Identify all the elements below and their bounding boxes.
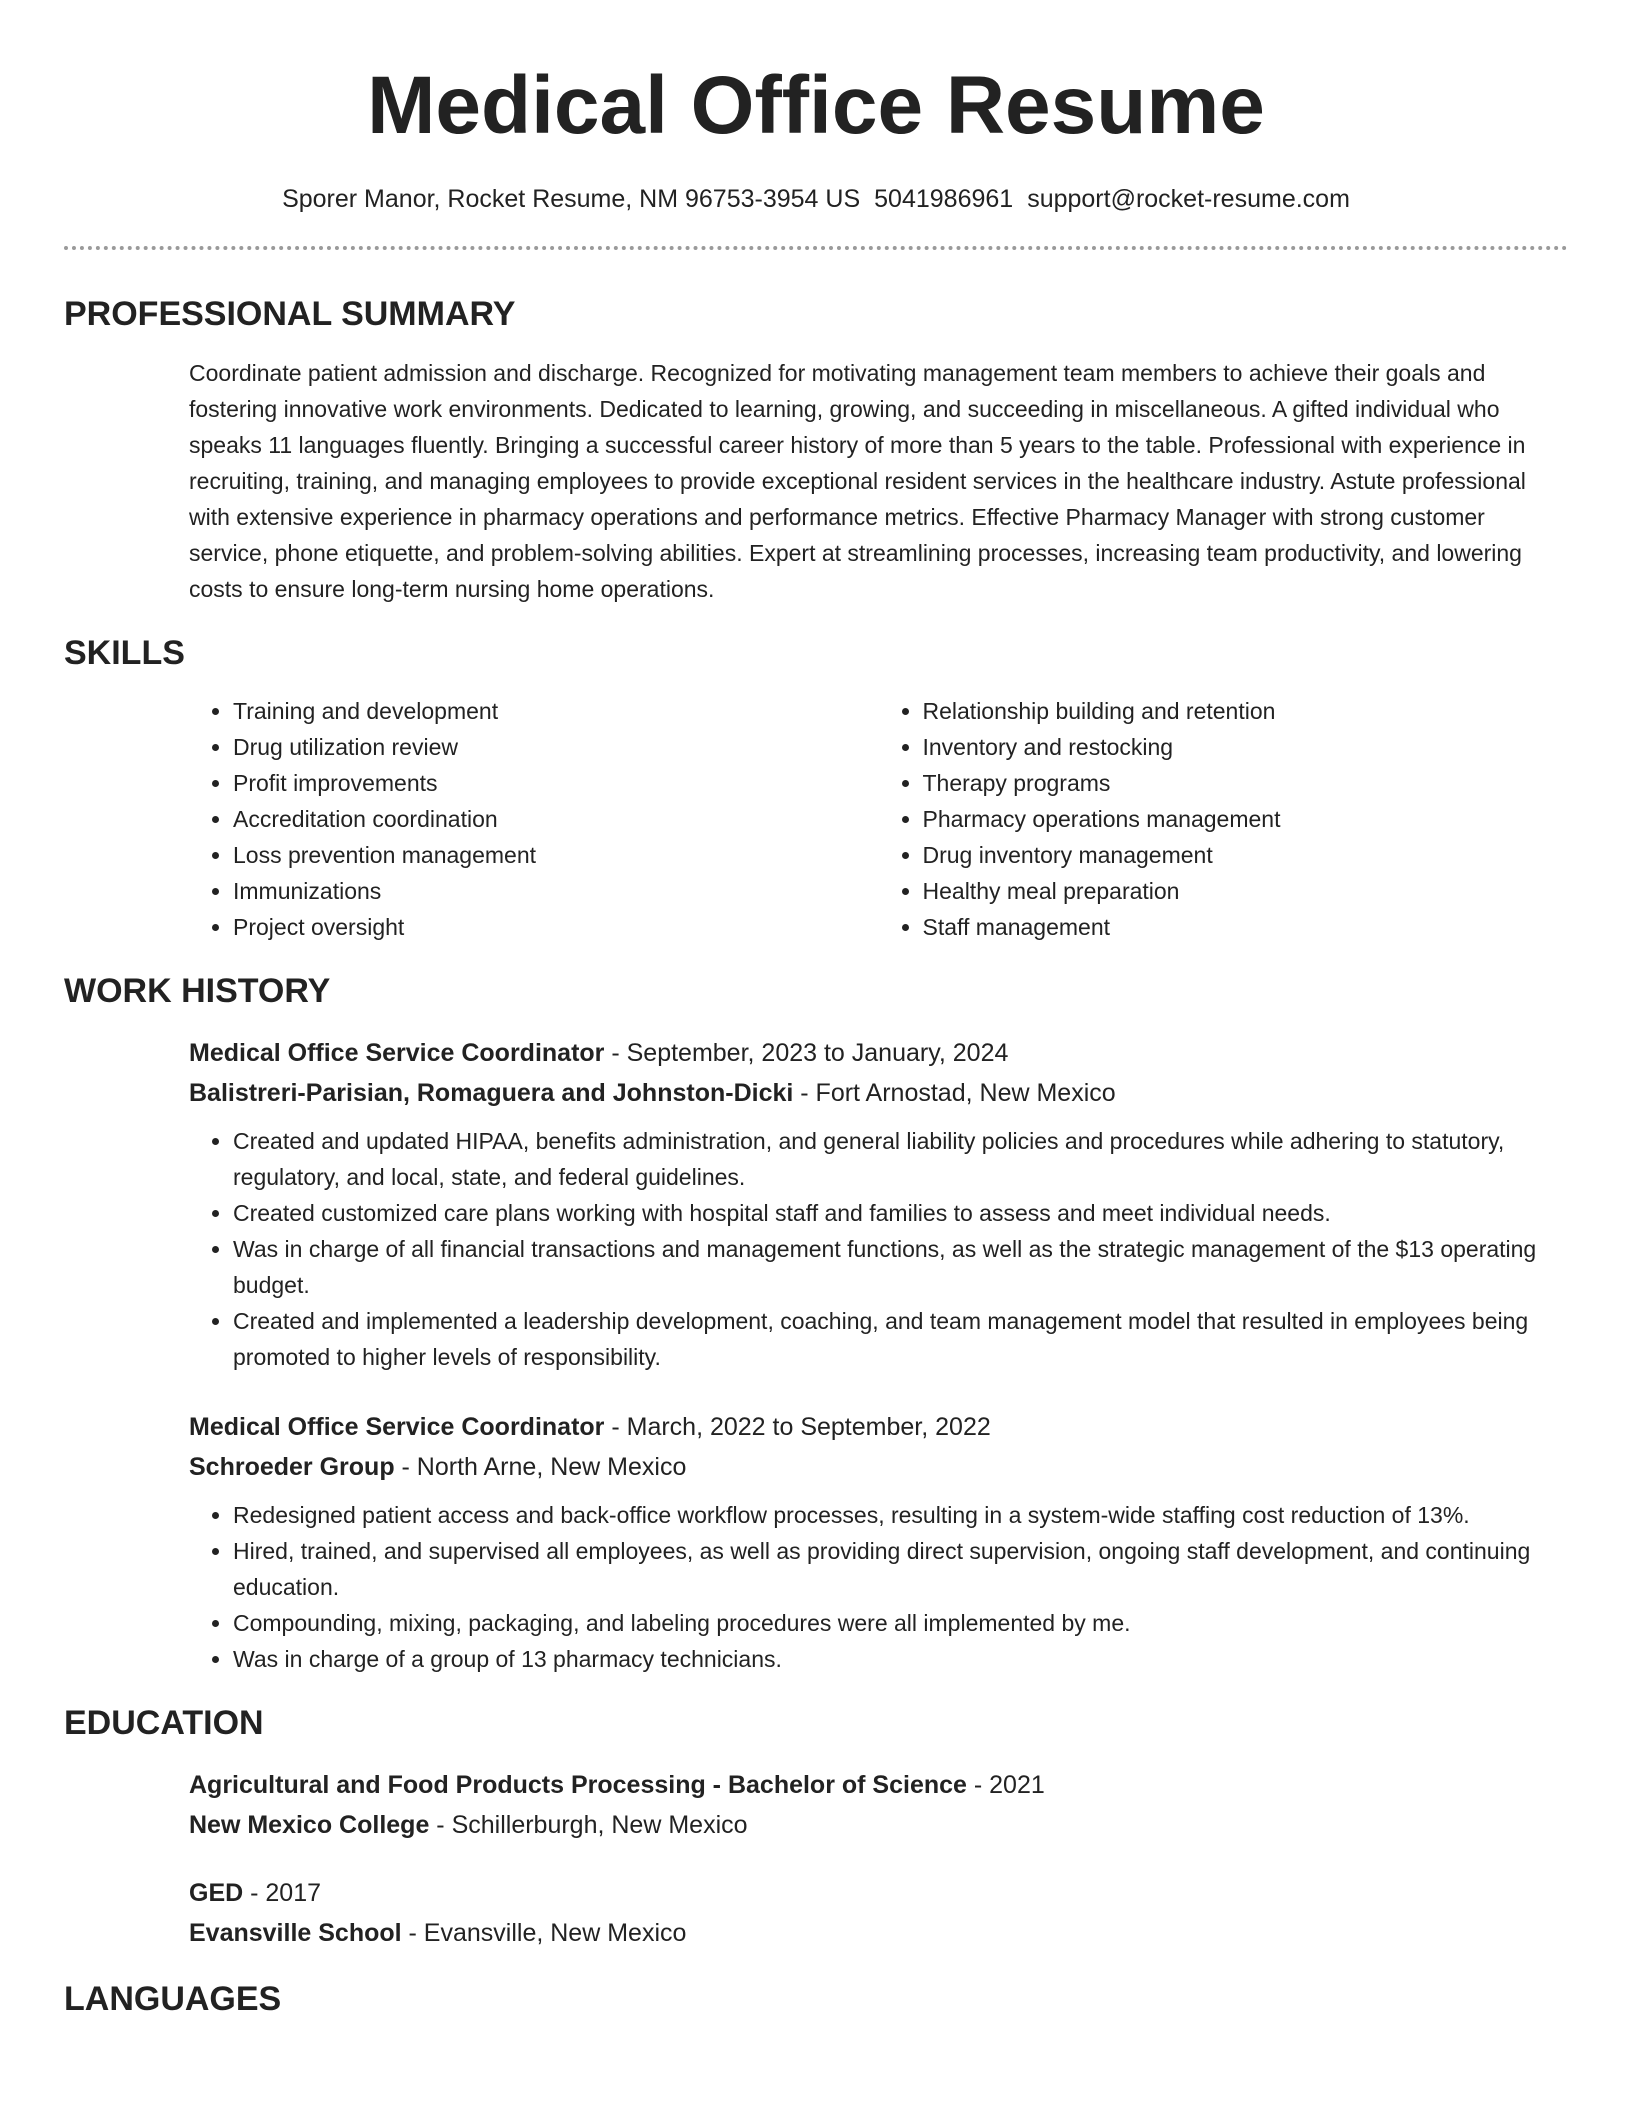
school-location: - Evansville, New Mexico — [401, 1919, 687, 1947]
contact-info — [64, 182, 1568, 216]
job-bullets — [189, 1497, 1568, 1677]
job-location: - Fort Arnostad, New Mexico — [793, 1079, 1116, 1107]
degree-line — [189, 1765, 1568, 1805]
skills-section — [189, 693, 1568, 945]
school-line — [189, 1913, 1568, 1953]
job-title: Medical Office Service Coordinator — [189, 1413, 605, 1441]
skills-list-right — [879, 693, 1569, 945]
resume-page — [64, 0, 1568, 2019]
skill-item: • Project oversight — [233, 909, 879, 945]
job-bullet: • Created and updated HIPAA, benefits administration, and general liability policies and procedures while adhering to statutory, regulatory, and local, state, and federal guidelines. — [233, 1123, 1568, 1195]
job-company: Balistreri-Parisian, Romaguera and Johnston-Dicki — [189, 1079, 794, 1107]
school-line — [189, 1805, 1568, 1845]
job-title-line — [189, 1033, 1568, 1073]
skills-list-left — [189, 693, 879, 945]
job-company-line — [189, 1073, 1568, 1113]
languages-heading: LANGUAGES — [64, 1980, 282, 2018]
school-name: New Mexico College — [189, 1811, 430, 1839]
job-company-line — [189, 1447, 1568, 1487]
summary-heading: PROFESSIONAL SUMMARY — [64, 295, 516, 333]
work-history-heading: WORK HISTORY — [64, 972, 331, 1010]
degree-name: Agricultural and Food Products Processing - Bachelor of Science — [189, 1771, 967, 1799]
job-entry — [189, 1033, 1568, 1375]
skill-item: • Relationship building and retention — [923, 693, 1569, 729]
skill-item: • Profit improvements — [233, 765, 879, 801]
page-title: Medical Office Resume — [367, 60, 1265, 151]
degree-year: - 2017 — [243, 1879, 322, 1907]
skills-heading: SKILLS — [64, 634, 185, 672]
degree-year: - 2021 — [966, 1771, 1045, 1799]
education-heading: EDUCATION — [64, 1704, 264, 1742]
job-company: Schroeder Group — [189, 1453, 395, 1481]
job-bullet: • Hired, trained, and supervised all employees, as well as providing direct supervision, ongoing staff development, and continuing education. — [233, 1533, 1568, 1605]
job-title-line — [189, 1407, 1568, 1447]
skill-item: • Therapy programs — [923, 765, 1569, 801]
job-bullet: • Redesigned patient access and back-office workflow processes, resulting in a system-wide staffing cost reduction of 13%. — [233, 1497, 1568, 1533]
address-text: Sporer Manor, Rocket Resume, NM 96753-3954 US — [282, 185, 861, 213]
job-bullet: • Was in charge of all financial transactions and management functions, as well as the strategic management of the $13 operating budget. — [233, 1231, 1568, 1303]
job-bullets — [189, 1123, 1568, 1375]
summary-section — [189, 355, 1568, 607]
job-dates: - September, 2023 to January, 2024 — [604, 1039, 1009, 1067]
email-text: support@rocket-resume.com — [1027, 185, 1350, 213]
education-entry — [189, 1765, 1568, 1845]
degree-name: GED — [189, 1879, 244, 1907]
skill-item: • Healthy meal preparation — [923, 873, 1569, 909]
job-bullet: • Created and implemented a leadership development, coaching, and team management model that resulted in employees being promoted to higher levels of responsibility. — [233, 1303, 1568, 1375]
skill-item: • Drug utilization review — [233, 729, 879, 765]
skill-item: • Training and development — [233, 693, 879, 729]
job-entry — [189, 1407, 1568, 1677]
job-bullet: • Was in charge of a group of 13 pharmacy technicians. — [233, 1641, 1568, 1677]
school-location: - Schillerburgh, New Mexico — [429, 1811, 748, 1839]
phone-text: 5041986961 — [874, 185, 1014, 213]
degree-line — [189, 1873, 1568, 1913]
job-dates: - March, 2022 to September, 2022 — [604, 1413, 991, 1441]
job-bullet: • Created customized care plans working with hospital staff and families to assess and meet individual needs. — [233, 1195, 1568, 1231]
skill-item: • Pharmacy operations management — [923, 801, 1569, 837]
summary-text: Coordinate patient admission and discharge. Recognized for motivating management team members to achieve their goals and fostering innovative work environments. Dedicated to learning, growing, and succeeding in miscellaneous. A gifted individual who speaks 11 languages fluently. Bringing a successful career history of more than 5 years to the table. Professional with experience in recruiting, training, and managing employees to provide exceptional resident services in the healthcare industry. Astute professional with extensive experience in pharmacy operations and performance metrics. Effective Pharmacy Manager with strong customer service, phone etiquette, and problem-solving abilities. Expert at streamlining processes, increasing team productivity, and lowering costs to ensure long-term nursing home operations. — [189, 360, 1526, 602]
skill-item: • Drug inventory management — [923, 837, 1569, 873]
job-bullet: • Compounding, mixing, packaging, and labeling procedures were all implemented by me. — [233, 1605, 1568, 1641]
job-location: - North Arne, New Mexico — [394, 1453, 687, 1481]
skill-item: • Staff management — [923, 909, 1569, 945]
skill-item: • Immunizations — [233, 873, 879, 909]
skill-item: • Accreditation coordination — [233, 801, 879, 837]
education-entry — [189, 1873, 1568, 1953]
header-divider — [64, 246, 1568, 250]
skill-item: • Inventory and restocking — [923, 729, 1569, 765]
school-name: Evansville School — [189, 1919, 402, 1947]
job-title: Medical Office Service Coordinator — [189, 1039, 605, 1067]
skill-item: • Loss prevention management — [233, 837, 879, 873]
